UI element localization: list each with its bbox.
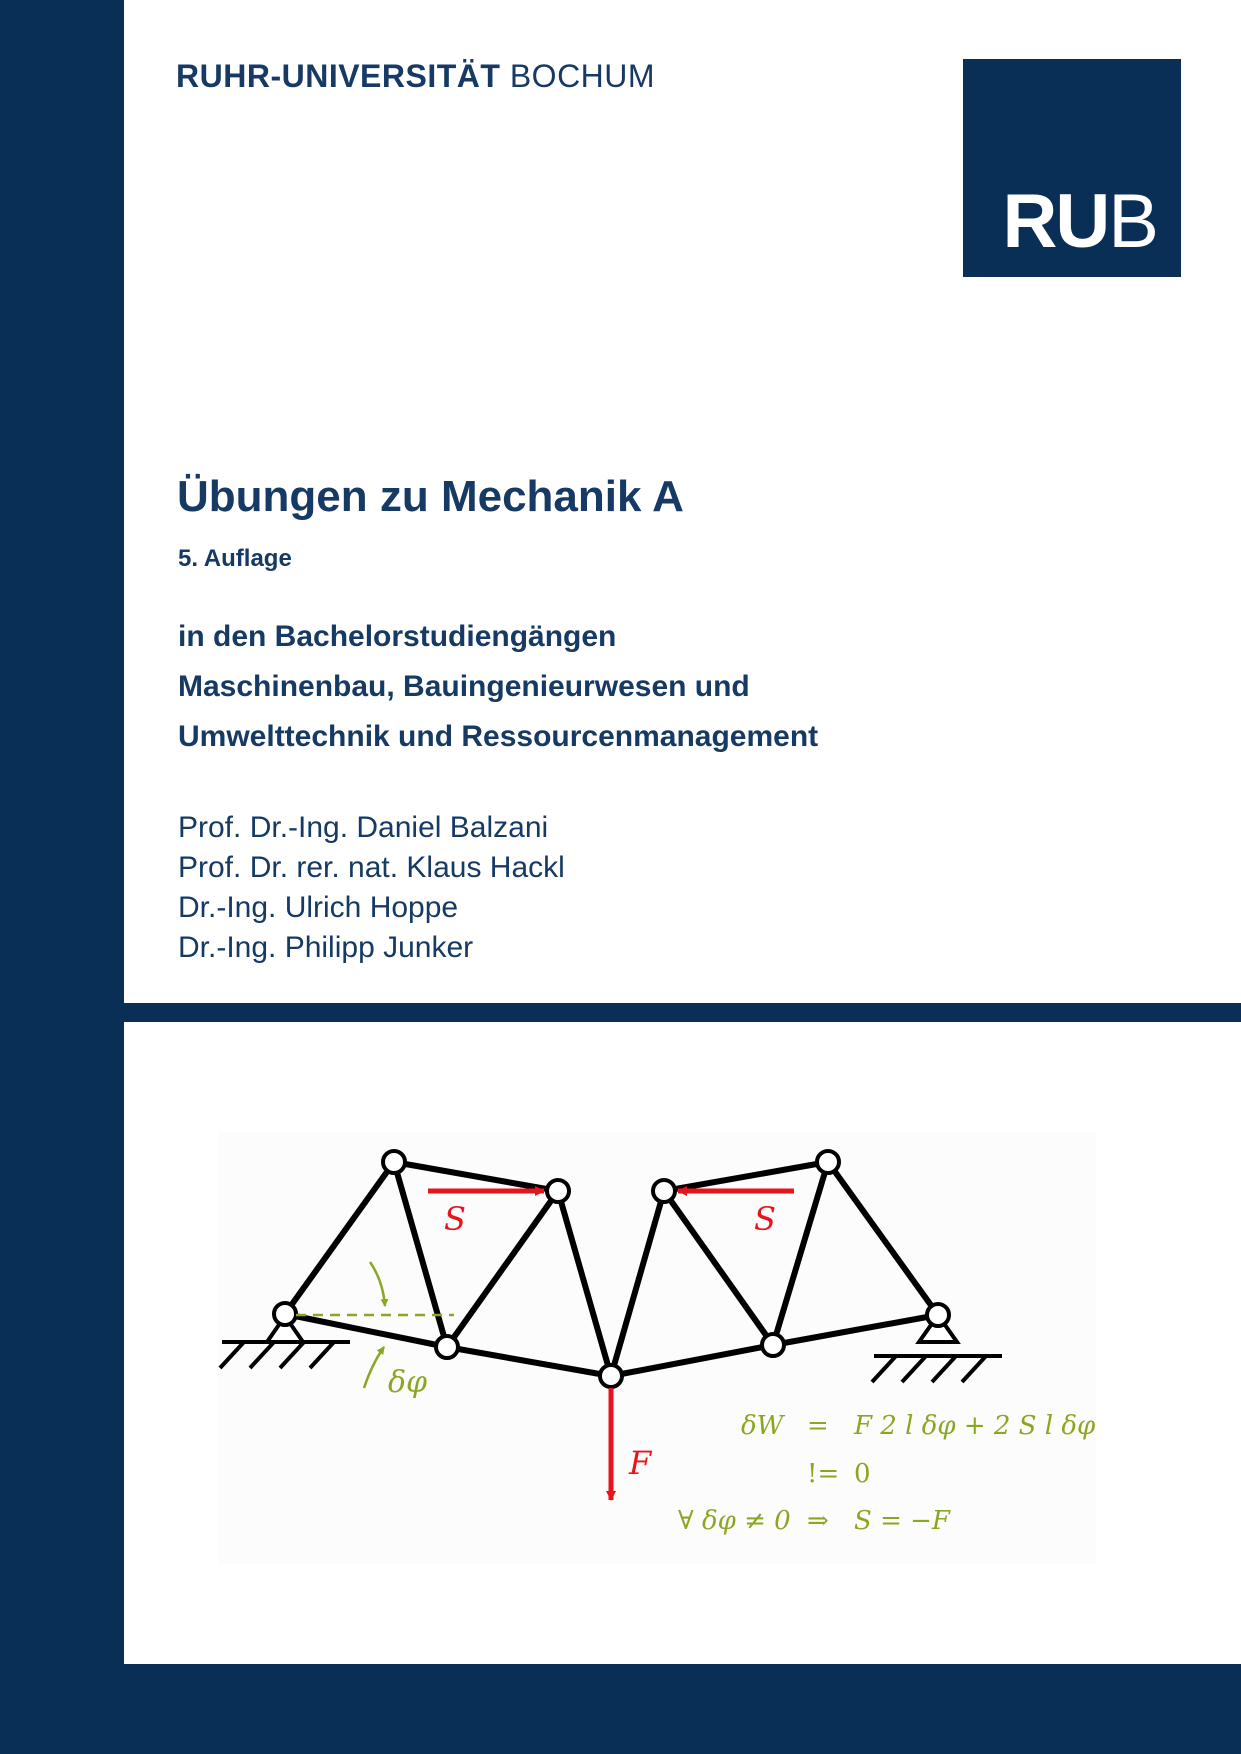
eq1-rhs: F 2 l δφ + 2 S l δφ xyxy=(854,1411,1096,1441)
program-line: Maschinenbau, Bauingenieurwesen und xyxy=(178,670,750,703)
author-list xyxy=(178,808,565,968)
rub-logo-text xyxy=(1002,179,1157,264)
wordmark-bold: RUHR-UNIVERSITÄT xyxy=(176,58,501,94)
force-label-s-left: S xyxy=(444,1200,466,1238)
delta-phi-label: δφ xyxy=(388,1365,428,1400)
eq1-relation: = xyxy=(807,1411,829,1441)
author-name: Prof. Dr. rer. nat. Klaus Hackl xyxy=(178,851,565,884)
study-programs xyxy=(178,612,818,762)
book-title: Übungen zu Mechanik A xyxy=(177,472,684,521)
wordmark-regular: BOCHUM xyxy=(509,58,656,94)
eq2-rhs: 0 xyxy=(854,1459,871,1489)
eq1-lhs: δW xyxy=(741,1411,784,1441)
edition-label: 5. Auflage xyxy=(178,545,292,572)
logo-bold: RU xyxy=(1002,179,1109,264)
program-line: Umwelttechnik und Ressourcenmanagement xyxy=(178,720,819,753)
cover-figure-panel xyxy=(124,1022,1241,1664)
truss-figure xyxy=(124,1022,1241,1664)
force-label-s-right: S xyxy=(754,1200,776,1238)
author-name: Dr.-Ing. Ulrich Hoppe xyxy=(178,891,459,924)
eq3-rhs: S = −F xyxy=(854,1506,950,1536)
university-wordmark xyxy=(176,58,655,95)
eq3-relation: ⇒ xyxy=(807,1506,829,1536)
program-line: in den Bachelorstudiengängen xyxy=(178,620,617,653)
cover-upper-panel xyxy=(124,0,1241,1003)
eq3-lhs: ∀ δφ ≠ 0 xyxy=(678,1506,791,1536)
logo-regular: B xyxy=(1108,179,1157,264)
author-name: Prof. Dr.-Ing. Daniel Balzani xyxy=(178,811,549,844)
force-label-f: F xyxy=(629,1444,652,1482)
author-name: Dr.-Ing. Philipp Junker xyxy=(178,931,474,964)
rub-logo xyxy=(963,59,1181,277)
eq2-relation: != xyxy=(807,1459,840,1489)
